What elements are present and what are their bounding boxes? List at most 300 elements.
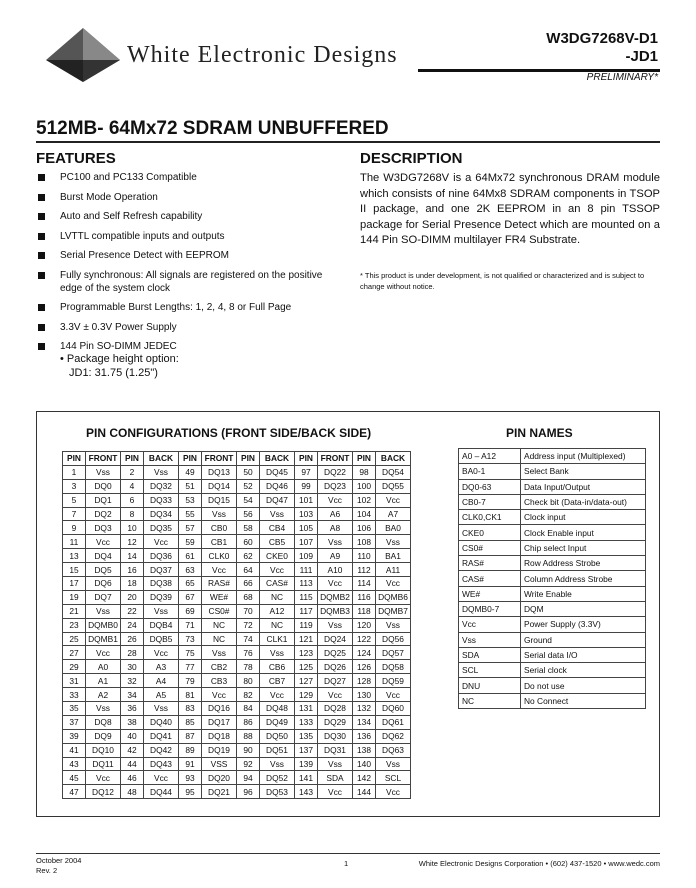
pin-number-cell: 49	[179, 465, 202, 479]
pin-name-row	[459, 617, 646, 632]
pin-number-cell: 4	[121, 479, 144, 493]
pin-number-cell: 78	[237, 660, 260, 674]
pin-signal-cell: VSS	[202, 757, 237, 771]
pin-number-cell: 48	[121, 785, 144, 799]
pin-name-symbol: DNU	[459, 678, 521, 693]
pin-number-cell: 51	[179, 479, 202, 493]
pin-number-cell: 112	[353, 563, 376, 577]
pin-config-row	[63, 618, 411, 632]
pin-name-symbol: NC	[459, 693, 521, 708]
pin-config-row	[63, 660, 411, 674]
pin-signal-cell: DQ34	[144, 507, 179, 521]
pin-number-cell: 27	[63, 646, 86, 660]
pin-signal-cell: DQ33	[144, 493, 179, 507]
pin-config-row	[63, 743, 411, 757]
pin-signal-cell: Vss	[318, 757, 353, 771]
pin-signal-cell: DQ54	[376, 465, 411, 479]
pin-signal-cell: CB0	[202, 521, 237, 535]
pin-signal-cell: DQMB1	[86, 632, 121, 646]
pin-number-cell: 115	[295, 590, 318, 604]
pin-name-description: Chip select Input	[521, 540, 646, 555]
pin-config-row	[63, 674, 411, 688]
pin-signal-cell: DQ35	[144, 521, 179, 535]
pin-signal-cell: DQ30	[318, 729, 353, 743]
pin-number-cell: 23	[63, 618, 86, 632]
pin-signal-cell: DQB5	[144, 632, 179, 646]
pin-name-row	[459, 632, 646, 647]
pin-number-cell: 113	[295, 577, 318, 591]
pin-number-cell: 125	[295, 660, 318, 674]
pin-config-row	[63, 632, 411, 646]
pin-config-title: PIN CONFIGURATIONS (FRONT SIDE/BACK SIDE)	[86, 426, 372, 440]
pin-signal-cell: DQ0	[86, 479, 121, 493]
pin-number-cell: 124	[353, 646, 376, 660]
pin-number-cell: 55	[179, 507, 202, 521]
pin-signal-cell: Vss	[318, 618, 353, 632]
pin-number-cell: 89	[179, 743, 202, 757]
pin-number-cell: 135	[295, 729, 318, 743]
pin-name-row	[459, 510, 646, 525]
pin-signal-cell: DQ41	[144, 729, 179, 743]
package-option	[60, 352, 179, 380]
pin-config-table	[62, 451, 411, 799]
pin-name-symbol: RAS#	[459, 556, 521, 571]
pin-signal-cell: CLK0	[202, 549, 237, 563]
pin-number-cell: 140	[353, 757, 376, 771]
pin-signal-cell: BA0	[376, 521, 411, 535]
pin-name-symbol: CAS#	[459, 571, 521, 586]
pin-number-cell: 65	[179, 577, 202, 591]
pin-config-header-cell: BACK	[144, 452, 179, 466]
pin-number-cell: 129	[295, 688, 318, 702]
pin-config-row	[63, 785, 411, 799]
pin-signal-cell: Vss	[260, 646, 295, 660]
pin-signal-cell: DQ56	[376, 632, 411, 646]
pin-number-cell: 79	[179, 674, 202, 688]
pin-number-cell: 128	[353, 674, 376, 688]
pin-signal-cell: CB3	[202, 674, 237, 688]
pin-signal-cell: Vcc	[318, 688, 353, 702]
pin-signal-cell: DQ12	[86, 785, 121, 799]
pin-signal-cell: A6	[318, 507, 353, 521]
pin-signal-cell: DQ36	[144, 549, 179, 563]
pin-number-cell: 14	[121, 549, 144, 563]
pin-signal-cell: CB4	[260, 521, 295, 535]
pin-signal-cell: DQ27	[318, 674, 353, 688]
pin-signal-cell: DQ6	[86, 577, 121, 591]
feature-item: Fully synchronous: All signals are registered on the positive edge of the system clock	[36, 269, 336, 295]
pin-number-cell: 3	[63, 479, 86, 493]
pin-signal-cell: DQ44	[144, 785, 179, 799]
pin-number-cell: 71	[179, 618, 202, 632]
pin-number-cell: 12	[121, 535, 144, 549]
pin-number-cell: 100	[353, 479, 376, 493]
pin-signal-cell: A9	[318, 549, 353, 563]
pin-signal-cell: DQ5	[86, 563, 121, 577]
pin-name-description: Select Bank	[521, 464, 646, 479]
pin-name-row	[459, 647, 646, 662]
pin-signal-cell: Vss	[144, 465, 179, 479]
pin-number-cell: 86	[237, 715, 260, 729]
pin-number-cell: 42	[121, 743, 144, 757]
pin-signal-cell: Vcc	[144, 771, 179, 785]
pin-name-symbol: Vcc	[459, 617, 521, 632]
pin-number-cell: 20	[121, 590, 144, 604]
pin-name-description: Serial data I/O	[521, 647, 646, 662]
pin-name-symbol: SDA	[459, 647, 521, 662]
development-note: * This product is under development, is not qualified or characterized and is subject to change without notice.	[360, 271, 645, 291]
pin-number-cell: 9	[63, 521, 86, 535]
pin-config-row	[63, 465, 411, 479]
pin-config-header-cell: BACK	[376, 452, 411, 466]
pin-number-cell: 95	[179, 785, 202, 799]
pin-number-cell: 108	[353, 535, 376, 549]
pin-config-header-cell: PIN	[179, 452, 202, 466]
title-rule	[36, 141, 660, 143]
pin-signal-cell: DQ13	[202, 465, 237, 479]
pin-config-header-row	[63, 452, 411, 466]
pin-number-cell: 122	[353, 632, 376, 646]
pin-number-cell: 83	[179, 702, 202, 716]
pin-number-cell: 47	[63, 785, 86, 799]
pin-number-cell: 64	[237, 563, 260, 577]
pin-number-cell: 59	[179, 535, 202, 549]
pin-number-cell: 116	[353, 590, 376, 604]
pin-number-cell: 45	[63, 771, 86, 785]
pin-number-cell: 85	[179, 715, 202, 729]
pin-number-cell: 25	[63, 632, 86, 646]
pin-number-cell: 57	[179, 521, 202, 535]
pin-name-row	[459, 586, 646, 601]
pin-signal-cell: DQMB7	[376, 604, 411, 618]
pin-config-row	[63, 549, 411, 563]
pin-number-cell: 117	[295, 604, 318, 618]
pin-signal-cell: DQ11	[86, 757, 121, 771]
pin-number-cell: 138	[353, 743, 376, 757]
part-number	[546, 30, 658, 66]
pin-number-cell: 74	[237, 632, 260, 646]
pin-name-symbol: SCL	[459, 663, 521, 678]
pin-number-cell: 90	[237, 743, 260, 757]
pin-name-row	[459, 479, 646, 494]
pin-config-row	[63, 702, 411, 716]
pin-signal-cell: DQ53	[260, 785, 295, 799]
pin-config-row	[63, 479, 411, 493]
pin-number-cell: 137	[295, 743, 318, 757]
pin-number-cell: 69	[179, 604, 202, 618]
pin-number-cell: 87	[179, 729, 202, 743]
pin-name-symbol: CS0#	[459, 540, 521, 555]
pin-config-row	[63, 563, 411, 577]
feature-item: Serial Presence Detect with EEPROM	[36, 249, 336, 262]
pin-signal-cell: A5	[144, 688, 179, 702]
pin-signal-cell: CB2	[202, 660, 237, 674]
pin-config-row	[63, 507, 411, 521]
pin-name-description: Data Input/Output	[521, 479, 646, 494]
pin-signal-cell: DQ15	[202, 493, 237, 507]
pin-signal-cell: DQMB3	[318, 604, 353, 618]
pin-name-description: Check bit (Data-in/data-out)	[521, 494, 646, 509]
pin-signal-cell: DQ26	[318, 660, 353, 674]
pin-name-symbol: A0 – A12	[459, 449, 521, 464]
features-heading: FEATURES	[36, 150, 116, 167]
pin-number-cell: 39	[63, 729, 86, 743]
pin-signal-cell: A8	[318, 521, 353, 535]
pin-signal-cell: Vss	[202, 507, 237, 521]
pin-number-cell: 32	[121, 674, 144, 688]
pin-signal-cell: Vss	[86, 465, 121, 479]
pin-signal-cell: Vcc	[86, 771, 121, 785]
pin-number-cell: 93	[179, 771, 202, 785]
pin-signal-cell: Vcc	[144, 535, 179, 549]
pin-number-cell: 99	[295, 479, 318, 493]
pin-name-row	[459, 556, 646, 571]
pin-signal-cell: DQ52	[260, 771, 295, 785]
pin-signal-cell: BA1	[376, 549, 411, 563]
pin-signal-cell: DQ45	[260, 465, 295, 479]
pin-signal-cell: DQ19	[202, 743, 237, 757]
pin-number-cell: 34	[121, 688, 144, 702]
pin-signal-cell: DQ42	[144, 743, 179, 757]
pin-signal-cell: A3	[144, 660, 179, 674]
pin-number-cell: 11	[63, 535, 86, 549]
pin-signal-cell: Vcc	[318, 785, 353, 799]
pin-config-header-cell: PIN	[237, 452, 260, 466]
pin-number-cell: 37	[63, 715, 86, 729]
pin-number-cell: 60	[237, 535, 260, 549]
pin-number-cell: 101	[295, 493, 318, 507]
pin-signal-cell: SCL	[376, 771, 411, 785]
pin-signal-cell: Vss	[260, 757, 295, 771]
preliminary-label: PRELIMINARY*	[586, 72, 658, 83]
pin-signal-cell: A1	[86, 674, 121, 688]
pin-signal-cell: DQ29	[318, 715, 353, 729]
pin-number-cell: 24	[121, 618, 144, 632]
pin-signal-cell: DQ60	[376, 702, 411, 716]
feature-item: PC100 and PC133 Compatible	[36, 171, 336, 184]
pin-name-row	[459, 464, 646, 479]
features-list	[36, 171, 336, 360]
pin-number-cell: 26	[121, 632, 144, 646]
pin-config-header-cell: FRONT	[86, 452, 121, 466]
pin-signal-cell: DQ49	[260, 715, 295, 729]
pin-number-cell: 1	[63, 465, 86, 479]
pin-signal-cell: Vcc	[318, 493, 353, 507]
pin-name-row	[459, 693, 646, 708]
pin-signal-cell: DQ38	[144, 577, 179, 591]
pin-number-cell: 15	[63, 563, 86, 577]
pin-number-cell: 28	[121, 646, 144, 660]
pin-number-cell: 81	[179, 688, 202, 702]
pin-signal-cell: Vss	[318, 535, 353, 549]
pin-signal-cell: Vss	[86, 702, 121, 716]
pin-signal-cell: DQ4	[86, 549, 121, 563]
pin-number-cell: 50	[237, 465, 260, 479]
pin-number-cell: 91	[179, 757, 202, 771]
pin-number-cell: 53	[179, 493, 202, 507]
pin-signal-cell: DQ39	[144, 590, 179, 604]
pin-number-cell: 46	[121, 771, 144, 785]
pin-number-cell: 141	[295, 771, 318, 785]
pin-number-cell: 13	[63, 549, 86, 563]
pin-signal-cell: DQ22	[318, 465, 353, 479]
pin-signal-cell: DQ20	[202, 771, 237, 785]
pin-number-cell: 105	[295, 521, 318, 535]
feature-item: 144 Pin SO-DIMM JEDEC	[36, 340, 336, 353]
pin-signal-cell: DQ40	[144, 715, 179, 729]
pin-signal-cell: CLK1	[260, 632, 295, 646]
pin-signal-cell: DQ1	[86, 493, 121, 507]
footer-rev: Rev. 2	[36, 866, 58, 875]
pin-signal-cell: Vss	[144, 702, 179, 716]
pin-number-cell: 2	[121, 465, 144, 479]
pin-signal-cell: DQB4	[144, 618, 179, 632]
pin-config-row	[63, 688, 411, 702]
pin-number-cell: 68	[237, 590, 260, 604]
pin-number-cell: 110	[353, 549, 376, 563]
pin-signal-cell: A2	[86, 688, 121, 702]
pin-name-symbol: CB0-7	[459, 494, 521, 509]
pin-signal-cell: CAS#	[260, 577, 295, 591]
pin-signal-cell: Vcc	[376, 493, 411, 507]
pin-number-cell: 70	[237, 604, 260, 618]
pin-signal-cell: DQ57	[376, 646, 411, 660]
pin-signal-cell: A0	[86, 660, 121, 674]
pin-signal-cell: DQ25	[318, 646, 353, 660]
pin-config-row	[63, 590, 411, 604]
pin-number-cell: 33	[63, 688, 86, 702]
pin-number-cell: 107	[295, 535, 318, 549]
pin-number-cell: 127	[295, 674, 318, 688]
pin-signal-cell: DQ61	[376, 715, 411, 729]
pin-signal-cell: DQ43	[144, 757, 179, 771]
pin-number-cell: 131	[295, 702, 318, 716]
pin-number-cell: 139	[295, 757, 318, 771]
pin-signal-cell: A10	[318, 563, 353, 577]
pin-signal-cell: A11	[376, 563, 411, 577]
pin-signal-cell: DQ17	[202, 715, 237, 729]
pin-number-cell: 77	[179, 660, 202, 674]
pin-names-title: PIN NAMES	[506, 426, 573, 440]
pin-number-cell: 109	[295, 549, 318, 563]
pin-signal-cell: DQMB6	[376, 590, 411, 604]
pin-config-header-cell: PIN	[353, 452, 376, 466]
pin-number-cell: 54	[237, 493, 260, 507]
pin-number-cell: 6	[121, 493, 144, 507]
pin-signal-cell: DQ51	[260, 743, 295, 757]
pin-signal-cell: DQ7	[86, 590, 121, 604]
pin-signal-cell: DQ32	[144, 479, 179, 493]
pin-number-cell: 58	[237, 521, 260, 535]
pin-number-cell: 111	[295, 563, 318, 577]
pin-name-row	[459, 678, 646, 693]
pin-signal-cell: DQ48	[260, 702, 295, 716]
pin-number-cell: 84	[237, 702, 260, 716]
pin-number-cell: 29	[63, 660, 86, 674]
pin-signal-cell: Vcc	[376, 577, 411, 591]
pin-number-cell: 61	[179, 549, 202, 563]
pin-signal-cell: DQ21	[202, 785, 237, 799]
pin-number-cell: 18	[121, 577, 144, 591]
pin-config-header-cell: PIN	[63, 452, 86, 466]
pin-signal-cell: DQ16	[202, 702, 237, 716]
pin-number-cell: 130	[353, 688, 376, 702]
pin-signal-cell: DQ14	[202, 479, 237, 493]
pin-config-header-cell: PIN	[295, 452, 318, 466]
pin-name-description: Address input (Multiplexed)	[521, 449, 646, 464]
pin-number-cell: 104	[353, 507, 376, 521]
pin-number-cell: 31	[63, 674, 86, 688]
pin-signal-cell: Vcc	[260, 688, 295, 702]
pin-name-row	[459, 601, 646, 616]
pin-signal-cell: Vcc	[144, 646, 179, 660]
footer-page-number: 1	[344, 859, 349, 868]
pin-config-row	[63, 715, 411, 729]
pin-name-description: Power Supply (3.3V)	[521, 617, 646, 632]
pin-number-cell: 73	[179, 632, 202, 646]
pin-config-header-cell: FRONT	[318, 452, 353, 466]
pin-signal-cell: WE#	[202, 590, 237, 604]
pin-number-cell: 80	[237, 674, 260, 688]
pin-name-description: Ground	[521, 632, 646, 647]
pin-name-description: DQM	[521, 601, 646, 616]
pin-number-cell: 10	[121, 521, 144, 535]
pin-number-cell: 133	[295, 715, 318, 729]
pin-config-header-cell: PIN	[121, 452, 144, 466]
pin-signal-cell: DQMB0	[86, 618, 121, 632]
pin-config-row	[63, 771, 411, 785]
pin-name-row	[459, 663, 646, 678]
company-logo	[38, 20, 128, 90]
pin-signal-cell: DQ9	[86, 729, 121, 743]
pin-number-cell: 106	[353, 521, 376, 535]
pin-number-cell: 136	[353, 729, 376, 743]
pin-number-cell: 120	[353, 618, 376, 632]
pin-signal-cell: DQ23	[318, 479, 353, 493]
pin-name-row	[459, 571, 646, 586]
pin-number-cell: 66	[237, 577, 260, 591]
pin-number-cell: 76	[237, 646, 260, 660]
pin-signal-cell: RAS#	[202, 577, 237, 591]
pin-config-row	[63, 604, 411, 618]
pin-number-cell: 72	[237, 618, 260, 632]
pin-name-symbol: DQMB0-7	[459, 601, 521, 616]
pin-config-row	[63, 646, 411, 660]
pin-names-table	[458, 448, 646, 709]
pin-signal-cell: DQ10	[86, 743, 121, 757]
pin-number-cell: 16	[121, 563, 144, 577]
pin-signal-cell: DQ28	[318, 702, 353, 716]
pin-number-cell: 143	[295, 785, 318, 799]
pin-number-cell: 144	[353, 785, 376, 799]
pin-name-symbol: BA0-1	[459, 464, 521, 479]
pin-signal-cell: Vcc	[202, 563, 237, 577]
pin-signal-cell: CKE0	[260, 549, 295, 563]
document-title: 512MB- 64Mx72 SDRAM UNBUFFERED	[36, 118, 389, 139]
part-number-line1: W3DG7268V-D1	[546, 30, 658, 47]
pin-number-cell: 40	[121, 729, 144, 743]
pin-number-cell: 21	[63, 604, 86, 618]
pin-number-cell: 8	[121, 507, 144, 521]
pin-number-cell: 118	[353, 604, 376, 618]
pin-signal-cell: DQMB2	[318, 590, 353, 604]
pin-config-row	[63, 521, 411, 535]
pin-signal-cell: Vcc	[376, 688, 411, 702]
pin-number-cell: 43	[63, 757, 86, 771]
pin-number-cell: 19	[63, 590, 86, 604]
pin-signal-cell: DQ46	[260, 479, 295, 493]
pin-number-cell: 126	[353, 660, 376, 674]
